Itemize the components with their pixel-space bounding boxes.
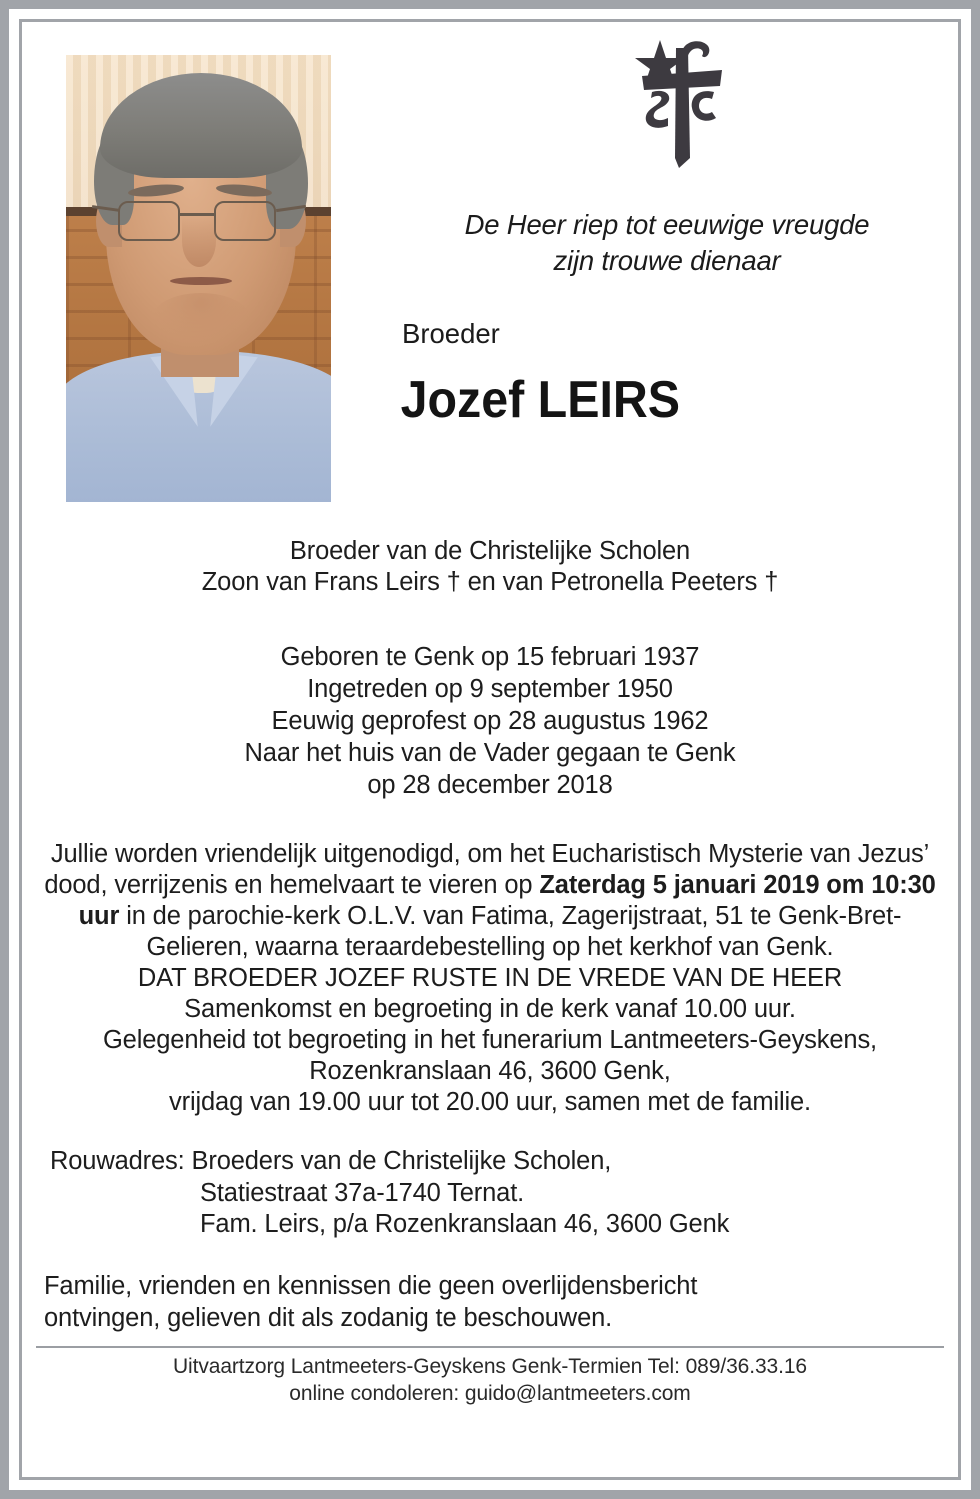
closing-note-line-1: Familie, vrienden en kennissen die geen overlijdensbericht: [44, 1271, 698, 1300]
verse-line-2: zijn trouwe dienaar: [553, 245, 781, 277]
invitation-blessing: DAT BROEDER JOZEF RUSTE IN DE VREDE VAN DE HEER: [137, 964, 843, 993]
top-region: [22, 22, 958, 474]
mourning-address-block: [22, 1146, 958, 1241]
invitation-gathering: Samenkomst en begroeting in de kerk vanaf 10.00 uur.: [184, 995, 796, 1024]
invitation-part-1: Jullie worden vriendelijk uitgenodigd, om het Eucharistisch Mysterie van Jezus’ dood, verrijzenis en hemelvaart te vieren op: [44, 840, 930, 900]
verse: [382, 207, 952, 280]
invitation-funeral-home-line-1: Gelegenheid tot begroeting in het funerarium Lantmeeters-Geyskens, Rozenkranslaan 46, 3600 Genk,: [103, 1026, 877, 1086]
professed-line: Eeuwig geprofest op 28 augustus 1962: [271, 706, 709, 735]
photo-nose: [182, 215, 216, 267]
entered-line: Ingetreden op 9 september 1950: [307, 674, 673, 703]
card-inner-frame: [19, 19, 961, 1480]
title-label: Broeder: [402, 317, 500, 349]
mourning-address-line-2: Statiestraat 37a-1740 Ternat.: [200, 1178, 525, 1207]
sfc-cross-star-icon: [632, 30, 732, 180]
deceased-name: Jozef LEIRS: [400, 370, 681, 429]
photo-glasses-lens-right: [214, 201, 276, 241]
portrait-photo: [66, 55, 331, 502]
mourning-address-line-3: Fam. Leirs, p/a Rozenkranslaan 46, 3600 Genk: [200, 1210, 730, 1239]
closing-note-line-2: ontvingen, gelieven dit als zodanig te beschouwen.: [44, 1303, 613, 1332]
mourning-address-line-1: Rouwadres: Broeders van de Christelijke Scholen,: [50, 1147, 612, 1176]
passed-line-1: Naar het huis van de Vader gegaan te Genk: [244, 739, 736, 768]
affiliation-block: [22, 536, 958, 599]
footer-divider: [36, 1346, 944, 1348]
passed-line-2: op 28 december 2018: [367, 771, 613, 800]
invitation-part-2: in de parochie-kerk O.L.V. van Fatima, Zagerijstraat, 51 te Genk-Bret-Gelieren, waarna teraardebestelling op het kerkhof van Genk.: [119, 902, 902, 962]
invitation-funeral-home-line-2: vrijdag van 19.00 uur tot 20.00 uur, samen met de familie.: [169, 1088, 811, 1117]
born-line: Geboren te Genk op 15 februari 1937: [280, 642, 700, 671]
footer-line-1: Uitvaartzorg Lantmeeters-Geyskens Genk-Termien Tel: 089/36.33.16: [172, 1355, 808, 1379]
affiliation-line-2: Zoon van Frans Leirs † en van Petronella Peeters †: [201, 568, 779, 597]
photo-glasses-lens-left: [118, 201, 180, 241]
footer-block: [22, 1354, 958, 1407]
invitation-service-datetime: Zaterdag 5 januari 2019 om 10:30 uur: [78, 871, 936, 931]
header-text-block: [382, 207, 952, 430]
invitation-block: [22, 839, 958, 1118]
closing-note-block: [22, 1271, 958, 1334]
photo-chin: [152, 293, 250, 343]
footer-line-2: online condoleren: guido@lantmeeters.com: [289, 1381, 691, 1405]
life-dates-block: [22, 641, 958, 802]
photo-mouth: [170, 277, 232, 285]
affiliation-line-1: Broeder van de Christelijke Scholen: [289, 537, 691, 565]
verse-line-1: De Heer riep tot eeuwige vreugde: [464, 209, 870, 240]
